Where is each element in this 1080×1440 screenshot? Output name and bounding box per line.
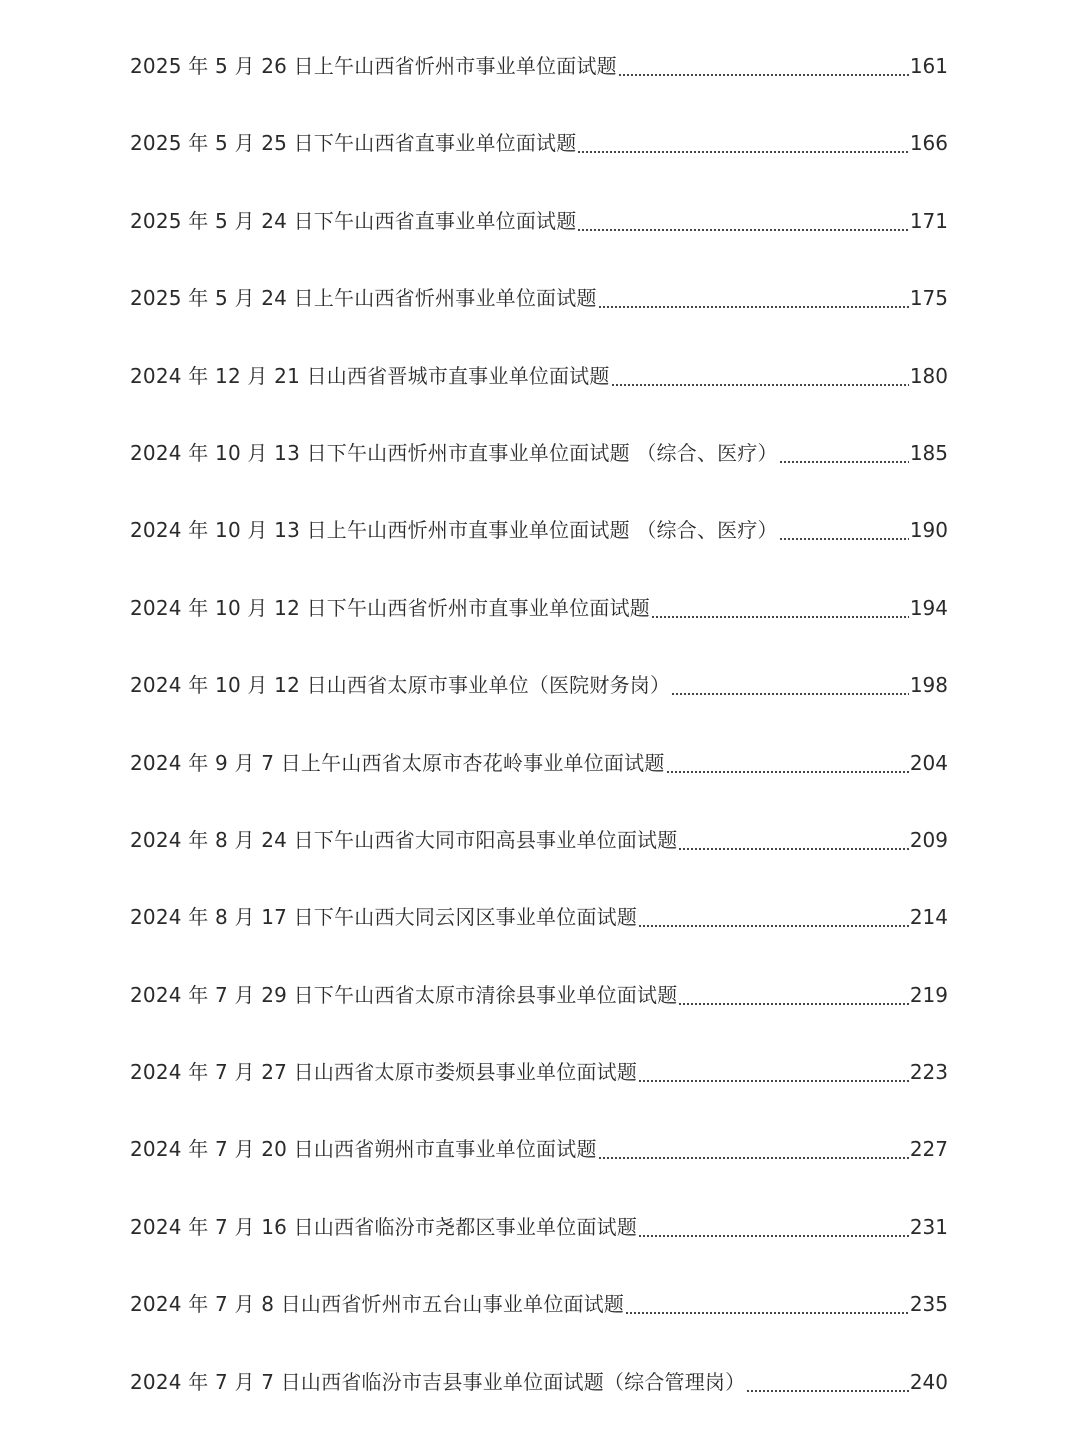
toc-entry-page-number: 166 [909,131,948,156]
toc-entry[interactable] [130,122,948,199]
toc-entry[interactable] [130,1283,948,1360]
toc-entry[interactable] [130,509,948,586]
toc-entry-title: 2024 年 7 月 27 日山西省太原市娄烦县事业单位面试题 [130,1060,638,1085]
toc-entry[interactable] [130,742,948,819]
dot-leader [618,45,909,87]
toc-list [130,45,948,1438]
dot-leader [666,742,909,784]
toc-entry-title: 2024 年 12 月 21 日山西省晋城市直事业单位面试题 [130,363,610,388]
dot-leader [678,819,908,861]
toc-entry-title: 2024 年 9 月 7 日上午山西省太原市杏花岭事业单位面试题 [130,750,665,775]
toc-entry-page-number: 180 [909,363,948,388]
dot-leader [651,587,909,629]
toc-entry-page-number: 240 [909,1369,948,1394]
toc-entry-title: 2025 年 5 月 24 日上午山西省忻州事业单位面试题 [130,286,597,311]
dot-leader [678,974,908,1016]
toc-entry-page-number: 231 [909,1214,948,1239]
dot-leader [598,277,909,319]
dot-leader [746,1361,908,1403]
toc-entry[interactable] [130,974,948,1051]
toc-entry-title: 2024 年 7 月 8 日山西省忻州市五台山事业单位面试题 [130,1292,625,1317]
toc-entry-page-number: 171 [909,208,948,233]
toc-entry-page-number: 198 [909,673,948,698]
toc-entry-page-number: 214 [909,905,948,930]
toc-entry-page-number: 219 [909,982,948,1007]
toc-entry-page-number: 161 [909,54,948,78]
toc-entry[interactable] [130,200,948,277]
toc-entry[interactable] [130,1128,948,1205]
dot-leader [671,664,909,706]
dot-leader [625,1283,909,1325]
toc-entry-title: 2024 年 10 月 13 日上午山西忻州市直事业单位面试题 （综合、医疗） [130,518,778,543]
toc-entry-page-number: 235 [909,1292,948,1317]
toc-entry-title: 2025 年 5 月 24 日下午山西省直事业单位面试题 [130,208,577,233]
toc-entry-page-number: 190 [909,518,948,543]
dot-leader [638,896,909,938]
toc-entry[interactable] [130,664,948,741]
dot-leader [779,509,909,551]
toc-entry[interactable] [130,432,948,509]
dot-leader [638,1206,909,1248]
toc-entry-page-number: 194 [909,595,948,620]
toc-entry-title: 2025 年 5 月 25 日下午山西省直事业单位面试题 [130,131,577,156]
toc-entry-page-number: 185 [909,440,948,465]
dot-leader [577,122,908,164]
toc-entry-page-number: 175 [909,286,948,311]
toc-entry-page-number: 223 [909,1060,948,1085]
toc-entry-title: 2024 年 7 月 7 日山西省临汾市吉县事业单位面试题（综合管理岗） [130,1369,746,1394]
toc-entry-title: 2025 年 5 月 26 日上午山西省忻州市事业单位面试题 [130,54,617,78]
toc-entry-title: 2024 年 10 月 13 日下午山西忻州市直事业单位面试题 （综合、医疗） [130,440,778,465]
dot-leader [611,355,909,397]
dot-leader [779,432,909,474]
dot-leader [598,1128,909,1170]
toc-entry-title: 2024 年 7 月 16 日山西省临汾市尧都区事业单位面试题 [130,1214,638,1239]
toc-entry[interactable] [130,1051,948,1128]
toc-entry-title: 2024 年 7 月 29 日下午山西省太原市清徐县事业单位面试题 [130,982,678,1007]
toc-entry-title: 2024 年 10 月 12 日山西省太原市事业单位（医院财务岗） [130,673,671,698]
toc-entry[interactable] [130,1206,948,1283]
toc-entry-title: 2024 年 8 月 17 日下午山西大同云冈区事业单位面试题 [130,905,638,930]
toc-entry[interactable] [130,819,948,896]
toc-entry-page-number: 227 [909,1137,948,1162]
toc-entry[interactable] [130,1361,948,1438]
toc-entry[interactable] [130,896,948,973]
toc-entry-title: 2024 年 10 月 12 日下午山西省忻州市直事业单位面试题 [130,595,650,620]
toc-entry-page-number: 209 [909,827,948,852]
toc-entry[interactable] [130,45,948,122]
toc-entry[interactable] [130,355,948,432]
dot-leader [577,200,908,242]
toc-entry[interactable] [130,587,948,664]
toc-entry-page-number: 204 [909,750,948,775]
toc-entry-title: 2024 年 7 月 20 日山西省朔州市直事业单位面试题 [130,1137,597,1162]
toc-entry-title: 2024 年 8 月 24 日下午山西省大同市阳高县事业单位面试题 [130,827,678,852]
dot-leader [638,1051,909,1093]
toc-entry[interactable] [130,277,948,354]
